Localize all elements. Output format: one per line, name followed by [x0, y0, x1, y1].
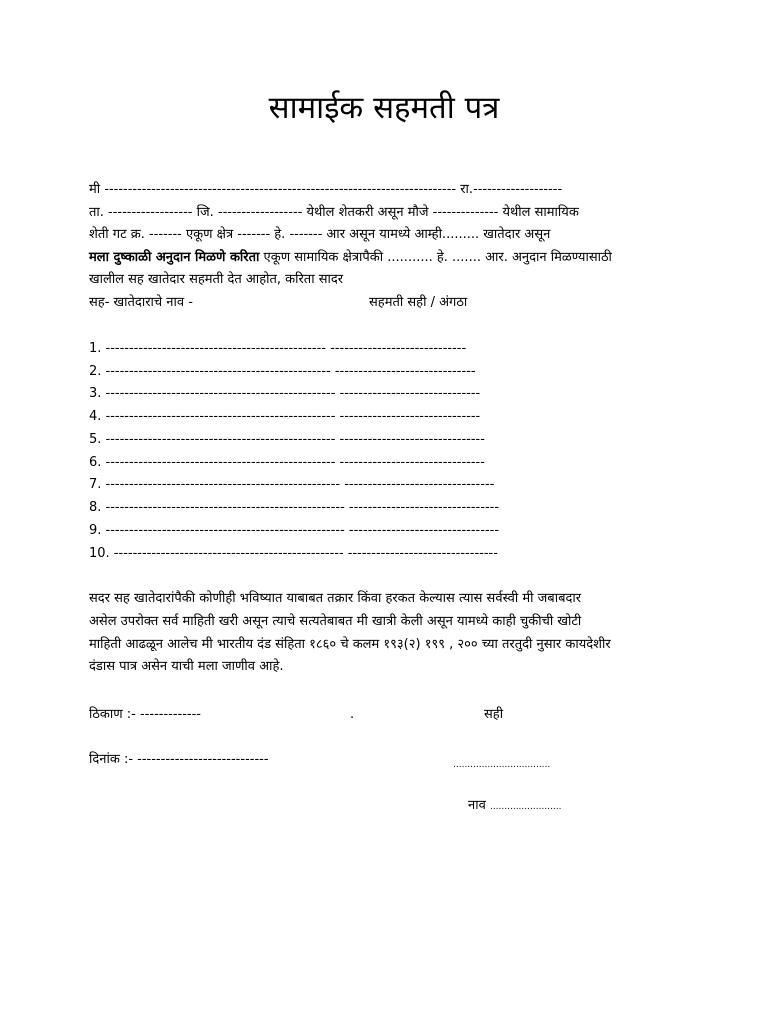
page-title: सामाईक सहमती पत्र [268, 90, 500, 126]
name-dots: ......................... [489, 802, 562, 812]
signature-label: सही [484, 707, 504, 722]
list-item: 3. ------------------------------------------------- ------------------------------ [89, 386, 481, 401]
list-item: 1. ----------------------------------------------- ----------------------------- [89, 341, 467, 356]
intro-line-4-bold: मला दुष्काळी अनुदान मिळणे करिता [89, 250, 260, 265]
intro-line-1: मी --------------------------------------------------------------------------- रा.------------------- [89, 182, 563, 197]
list-item: 9. --------------------------------------------------- -------------------------------- [89, 523, 500, 538]
list-item: 5. ------------------------------------------------- ------------------------------- [89, 432, 485, 447]
intro-line-4 [89, 249, 612, 267]
intro-line-4-rest: एकूण सामायिक क्षेत्रापैकी ........... हे. ....... आर. अनुदान मिळण्यासाठी [259, 250, 612, 265]
declaration-line-1: सदर सह खातेदारांपैकी कोणीही भविष्यात याबाबत तक्रार किंवा हरकत केल्यास त्यास सर्वस्वी मी जबाबदार [89, 591, 582, 606]
list-item: 2. ------------------------------------------------ ------------------------------ [89, 364, 476, 379]
signature-dots: .................................. [453, 760, 551, 770]
intro-line-3: शेती गट क्र. ------- एकूण क्षेत्र ------- हे. ------- आर असून यामध्ये आम्ही......... खातेदार असून [89, 227, 551, 242]
declaration-line-3: माहिती आढळून आलेच मी भारतीय दंड संहिता १८६० चे कलम १९३(२) १९९ , २०० च्या तरतुदी नुसार कायदेशीर [89, 637, 611, 652]
declaration-line-2: असेल उपरोक्त सर्व माहिती खरी असून त्याचे सत्यतेबाबत मी खात्री केली असून यामध्ये काही चुकीची खोटी [89, 614, 582, 629]
declaration-line-4: दंडास पात्र असेन याची मला जाणीव आहे. [89, 659, 284, 674]
co-holder-name-label: सह- खातेदाराचे नाव - [89, 295, 193, 310]
consent-signature-label: सहमती सही / अंगठा [369, 295, 468, 310]
list-item: 4. ------------------------------------------------- ------------------------------ [89, 409, 481, 424]
place-label: ठिकाण :- ------------- [89, 707, 201, 722]
list-item: 6. ------------------------------------------------- ------------------------------- [89, 455, 485, 470]
intro-line-5: खालील सह खातेदार सहमती देत आहोत, करिता सादर [89, 272, 344, 287]
list-item: 8. --------------------------------------------------- -------------------------------- [89, 500, 500, 515]
date-label: दिनांक :- ---------------------------- [89, 752, 269, 767]
place-dot: . [350, 707, 355, 722]
name-label [468, 797, 561, 816]
list-item: 10. ------------------------------------------------- -------------------------------- [89, 546, 498, 561]
name-label-text: नाव [468, 798, 486, 813]
intro-line-2: ता. ------------------ जि. ------------------ येथील शेतकरी असून मौजे -------------- येथील सामायिक [89, 205, 579, 220]
list-item: 7. -------------------------------------------------- -------------------------------- [89, 477, 495, 492]
